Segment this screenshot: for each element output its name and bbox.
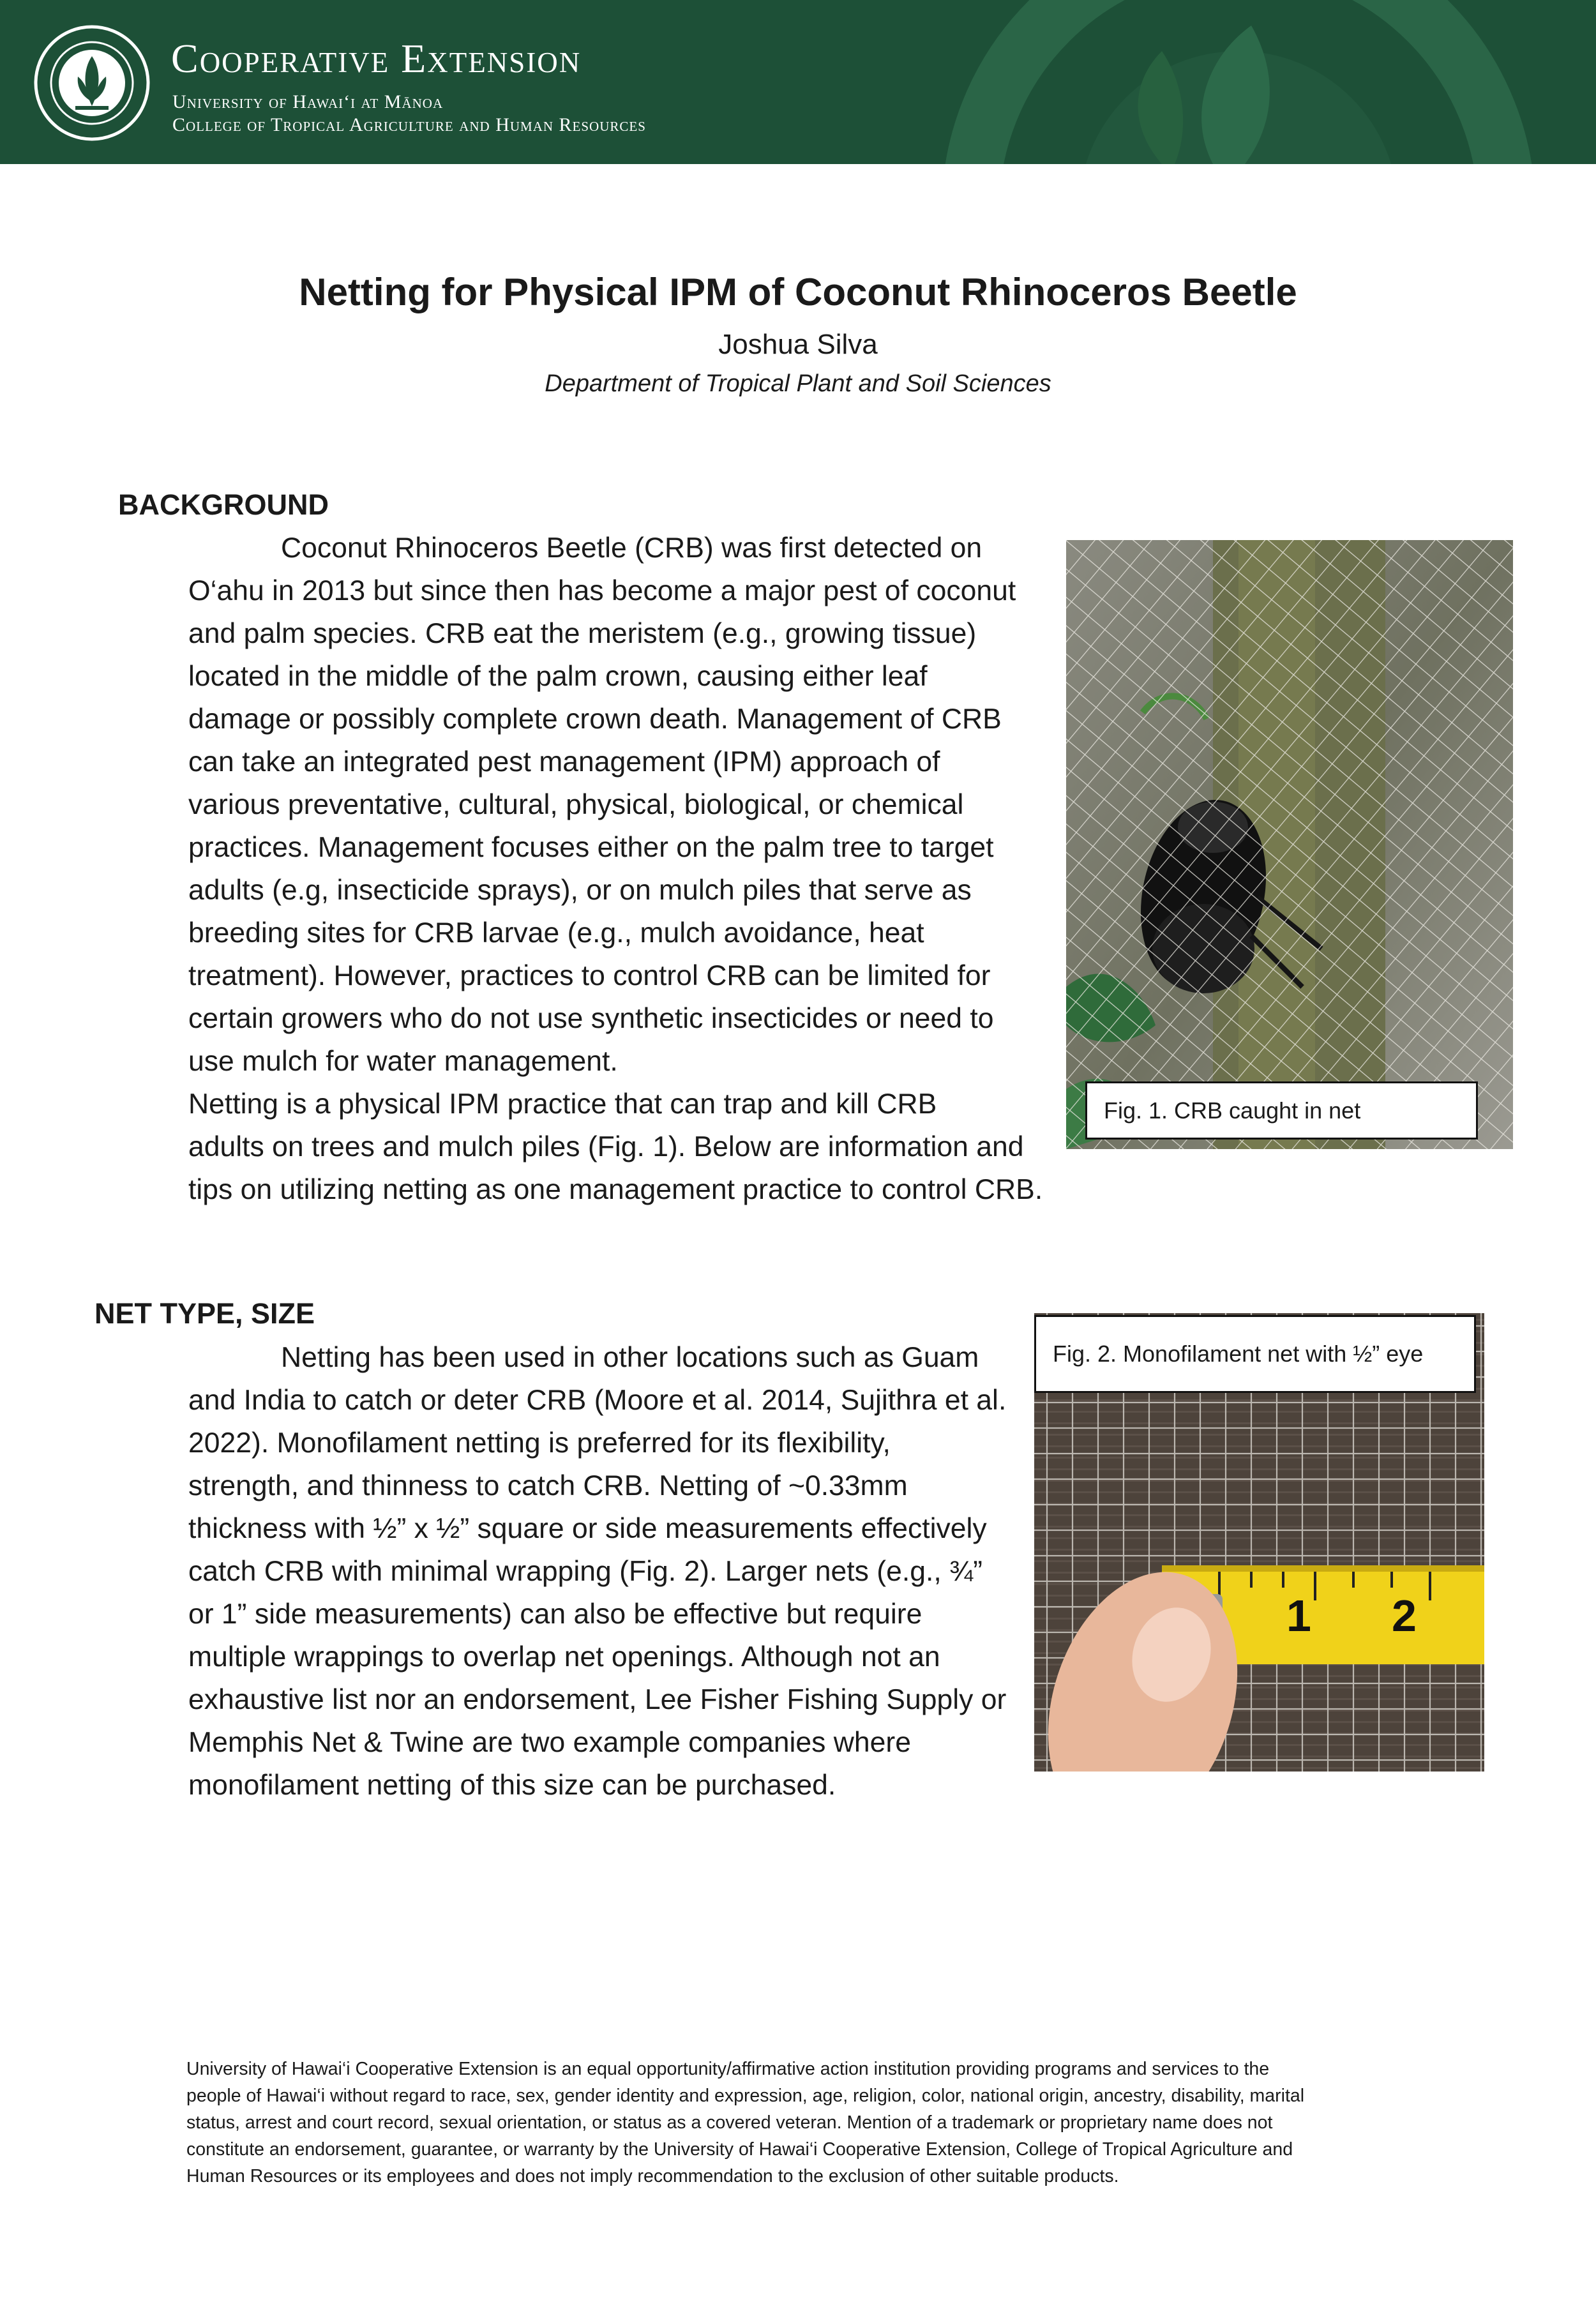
document-author: Joshua Silva (718, 329, 878, 360)
svg-text:1: 1 (1286, 1591, 1311, 1641)
document-department: Department of Tropical Plant and Soil Sciences (545, 370, 1051, 397)
program-name: Cooperative Extension (171, 36, 582, 81)
figure-1-caption: Fig. 1. CRB caught in net (1085, 1081, 1478, 1140)
header-banner (0, 0, 1596, 164)
section-heading-net-type: NET TYPE, SIZE (94, 1297, 315, 1330)
figure-1-photo (1066, 540, 1513, 1149)
section-body-background: Coconut Rhinoceros Beetle (CRB) was first detected on O‘ahu in 2013 but since then has become a major pest of coconut and palm species. CRB eat the meristem (e.g., growing tissue) located in the middle of the palm crown, causing either leaf damage or possibly complete crown death. Management of CRB can take an integrated pest management (IPM) approach of various preventative, cultural, physical, biological, or chemical practices. Management focuses either on the palm tree to target adults (e.g, insecticide sprays), or on mulch piles that serve as breeding sites for CRB larvae (e.g., mulch avoidance, heat treatment). However, practices to control CRB can be limited for certain growers who do not use synthetic insecticides or need to use mulch for water management. Netting is a physical IPM practice that can trap and kill CRB adults on trees and mulch piles (Fig. 1). Below are information and tips on utilizing netting as one management practice to control CRB. (188, 532, 1043, 1205)
svg-text:2: 2 (1392, 1591, 1417, 1641)
section-heading-background: BACKGROUND (118, 488, 329, 521)
section-body-net-type: Netting has been used in other locations such as Guam and India to catch or deter CRB (Moore et al. 2014, Sujithra et al. 2022). Monofilament netting is preferred for its flexibility, strength, and thinness to catch CRB. Netting of ~0.33mm thickness with ½” x ½” square or side measurements effectively catch CRB with minimal wrapping (Fig. 2). Larger nets (e.g., ¾” or 1” side measurements) can also be effective but require multiple wrappings to overlap net openings. Although not an exhaustive list nor an endorsement, Lee Fisher Fishing Supply or Memphis Net & Twine are two example companies where monofilament netting of this size can be purchased. (188, 1342, 1007, 1801)
figure-2-caption: Fig. 2. Monofilament net with ½” eye (1034, 1315, 1476, 1393)
footer-disclaimer: University of Hawai‘i Cooperative Extension is an equal opportunity/affirmative action institution providing programs and services to the people of Hawai‘i without regard to race, sex, gender identity and expression, age, religion, color, national origin, ancestry, disability, marital status, arrest and court record, sexual orientation, or status as a covered veteran. Mention of a trademark or proprietary name does not constitute an endorsement, guarantee, or warranty by the University of Hawai‘i Cooperative Extension, College of Tropical Agriculture and Human Resources or its employees and does not imply recommendation to the exclusion of other suitable products. (186, 2059, 1305, 2186)
banner-decoration (830, 0, 1596, 164)
document-title: Netting for Physical IPM of Coconut Rhinoceros Beetle (299, 271, 1297, 313)
university-seal-logo (33, 24, 151, 142)
university-name: University of Hawai‘i at Mānoa (172, 91, 444, 112)
college-name: College of Tropical Agriculture and Human Resources (172, 114, 646, 135)
